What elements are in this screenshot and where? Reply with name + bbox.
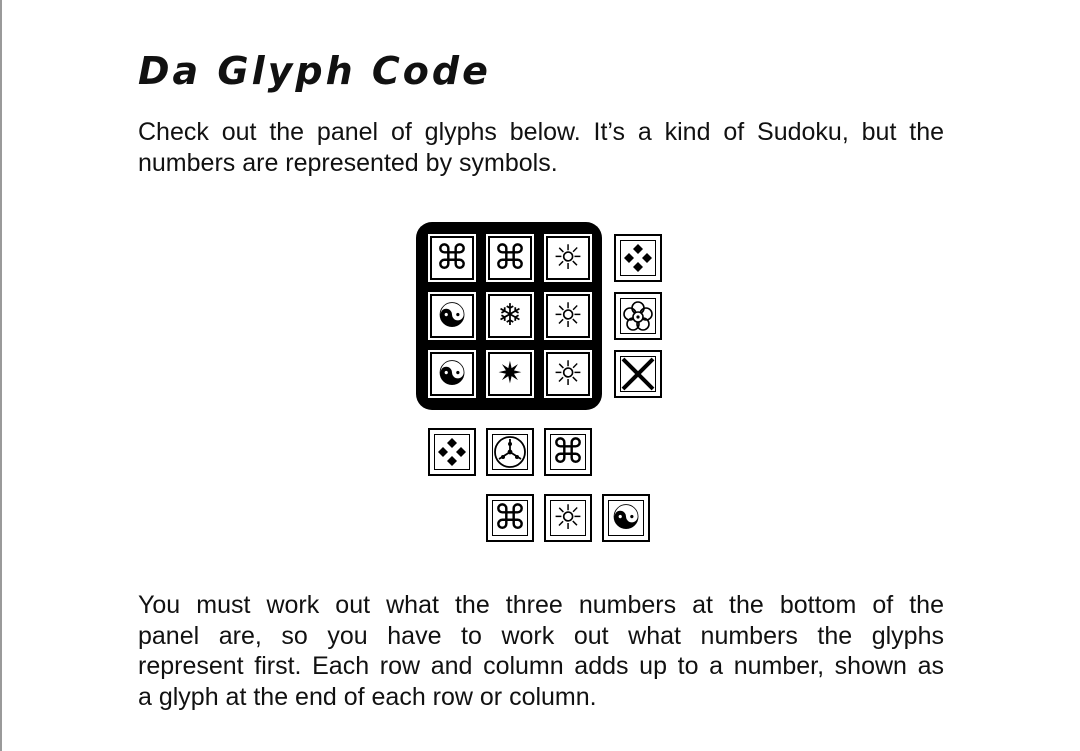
row-2-total [614, 292, 662, 340]
flower-icon [619, 297, 657, 335]
intro-line-1: Check out the panel of glyphs below. It’s a kind of Sudoku, but the [138, 118, 944, 146]
intro-line-2: numbers are represented by symbols. [138, 148, 558, 177]
intro-paragraph [138, 117, 944, 178]
panel-cell-r2c1 [428, 292, 476, 340]
answer-cell-2 [544, 494, 592, 542]
sun-icon: ☼ [552, 498, 584, 538]
trefoil-circle-icon [491, 433, 529, 471]
outro-line-1: You must work out what the three numbers at the bottom of the [138, 591, 944, 619]
four-diamonds-icon [619, 239, 657, 277]
yin-yang-icon: ☯ [436, 354, 468, 394]
snowflake-icon: ❄ [497, 298, 523, 333]
instructions-paragraph [138, 590, 944, 712]
outro-line-4: a glyph at the end of each row or column. [138, 682, 597, 711]
yin-yang-icon: ☯ [436, 296, 468, 336]
command-icon: ⌘ [435, 238, 469, 278]
x-mark-icon [619, 355, 657, 393]
command-icon: ⌘ [493, 498, 527, 538]
column-3-total [544, 428, 592, 476]
sun-icon: ☼ [552, 354, 584, 394]
command-icon: ⌘ [493, 238, 527, 278]
row-3-total [614, 350, 662, 398]
star-icon: ✷ [497, 356, 523, 391]
sun-icon: ☼ [552, 296, 584, 336]
panel-cell-r1c3 [544, 234, 592, 282]
page-title: Da Glyph Code [138, 49, 491, 93]
yin-yang-icon: ☯ [610, 498, 642, 538]
panel-cell-r2c3 [544, 292, 592, 340]
page-edge-line [0, 0, 2, 751]
panel-cell-r3c1 [428, 350, 476, 398]
answer-cell-3 [602, 494, 650, 542]
four-diamonds-icon [433, 433, 471, 471]
outro-line-3: represent first. Each row and column adds up to a number, shown as [138, 652, 944, 680]
column-2-total [486, 428, 534, 476]
answer-cell-1 [486, 494, 534, 542]
panel-cell-r3c3 [544, 350, 592, 398]
column-1-total [428, 428, 476, 476]
panel-cell-r1c2 [486, 234, 534, 282]
panel-cell-r2c2 [486, 292, 534, 340]
sun-icon: ☼ [552, 238, 584, 278]
row-1-total [614, 234, 662, 282]
command-icon: ⌘ [551, 432, 585, 472]
panel-cell-r1c1 [428, 234, 476, 282]
panel-cell-r3c2 [486, 350, 534, 398]
outro-line-2: panel are, so you have to work out what numbers the glyphs [138, 621, 944, 650]
